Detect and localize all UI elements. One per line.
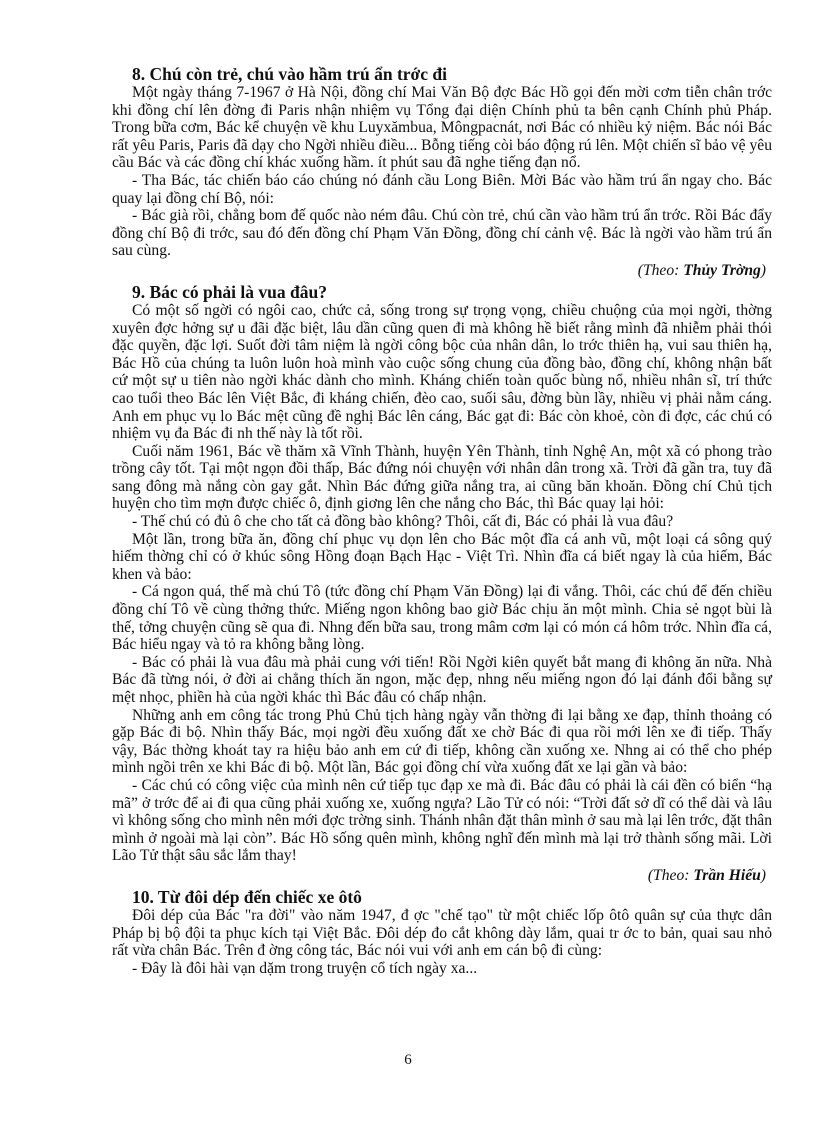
section-heading: 9. Bác có phải là vua đâu? — [132, 281, 327, 302]
source-suffix: ) — [760, 866, 766, 884]
paragraph: - Tha Bác, tác chiến báo cáo chúng nó đánh cầu Long Biên. Mời Bác vào hầm trú ẩn ngay cho. Bác quay lại đồng chí Bộ, nói: — [112, 171, 772, 207]
source-author: Trần Hiếu — [693, 866, 761, 884]
paragraph: Có một số ngời có ngôi cao, chức cả, sống trong sự trọng vọng, chiều chuộng của mọi ngời, thờng xuyên đợc hởng sự u đãi đặc biệt, lâu dần cũng quen đi mà không hề biết rằng mình đã nhiễm phải thói đặc quyền, đặc lợi. Suốt đời tâm niệm là ngời công bộc của nhân dân, lo trớc thiên hạ, vui sau thiên hạ, Bác Hồ của chúng ta luôn luôn hoà mình vào cuộc sống chung của đồng bào, đồng chí, không nhận bất cứ một sự u tiên nào ngời khác dành cho mình. Kháng chiến toàn quốc bùng nổ, nhiều nhân sĩ, trí thức cao tuổi theo Bác lên Việt Bắc, đi kháng chiến, đèo cao, suối sâu, đờng bùn lầy, nhiều vị phải nằm cáng. Anh em phục vụ lo Bác mệt cũng đề nghị Bác lên cáng, Bác gạt đi: Bác còn khoẻ, còn đi đợc, các chú có nhiệm vụ đa Bác đi nh thế này là tốt rồi. — [112, 301, 772, 443]
paragraph: - Thế chú có đủ ô che cho tất cả đồng bào không? Thôi, cất đi, Bác có phải là vua đâu? — [132, 513, 674, 531]
source-prefix: (Theo: — [647, 866, 694, 884]
source-prefix: (Theo: — [637, 261, 684, 279]
paragraph: - Bác có phải là vua đâu mà phải cung với tiến! Rồi Ngời kiên quyết bắt mang đi không ăn nữa. Nhà Bác đã từng nói, ở đời ai chẳng thích ăn ngon, mặc đẹp, nhng nếu miếng ngon đó lại đánh đổi bằng sự mệt nhọc, phiền hà của ngời khác thì Bác đâu có chấp nhận. — [112, 653, 772, 706]
source-citation — [112, 867, 766, 885]
page-number: 6 — [404, 1052, 412, 1068]
source-citation — [112, 262, 766, 280]
section-heading: 8. Chú còn trẻ, chú vào hầm trú ẩn trớc đi — [132, 64, 447, 84]
section-heading: 10. Từ đôi dép đến chiếc xe ôtô — [132, 886, 362, 907]
paragraph: Một lần, trong bữa ăn, đồng chí phục vụ dọn lên cho Bác một đĩa cá anh vũ, một loại cá sông quý hiếm thờng chỉ có ở khúc sông Hồng đoạn Bạch Hạc - Việt Trì. Nhìn đĩa cá biết ngay là của hiếm, Bác khen và bảo: — [112, 530, 772, 583]
paragraph: - Đây là đôi hài vạn dặm trong truyện cổ tích ngày xa... — [132, 959, 478, 977]
paragraph: Những anh em công tác trong Phủ Chủ tịch hàng ngày vẫn thờng đi lại bằng xe đạp, thỉnh thoảng có gặp Bác đi bộ. Nhìn thấy Bác, mọi ngời đều xuống đất xe chờ Bác đi qua rồi mới lên xe đi tiếp. Thấy vậy, Bác thờng khoát tay ra hiệu bảo anh em cứ đi tiếp, không cần xuống xe. Nhng ai có thể cho phép mình ngồi trên xe khi Bác đi bộ. Một lần, Bác gọi đồng chí vừa xuống đất xe lại gần và bảo: — [112, 706, 772, 777]
paragraph: - Cá ngon quá, thế mà chú Tô (tức đồng chí Phạm Văn Đồng) lại đi vắng. Thôi, các chú để đến chiều đồng chí Tô về cùng thởng thức. Miếng ngon không bao giờ Bác chịu ăn một mình. Chia sẻ ngọt bùi là thế, tởng chuyện cũng sẽ qua đi. Nhng đến bữa sau, trong mâm cơm lại có món cá hôm trớc. Nhìn đĩa cá, Bác hiểu ngay và tỏ ra không bằng lòng. — [112, 583, 772, 654]
paragraph: - Các chú có công việc của mình nên cứ tiếp tục đạp xe mà đi. Bác đâu có phải là cái đền có biển “hạ mã” ở trớc để ai đi qua cũng phải xuống xe, xuống ngựa? Lão Tử có nói: “Trời đất sở dĩ có thể dài và lâu vì không sống cho mình nên mới đợc trờng sinh. Thánh nhân đặt thân mình ở sau mà lại lên trớc, đặt thân mình ở ngoài mà lại còn”. Bác Hồ sống quên mình, không nghĩ đến mình mà lại trở thành sống mãi. Lời Lão Tử thật sâu sắc lắm thay! — [112, 776, 772, 865]
source-author: Thủy Trờng — [683, 261, 761, 279]
section-8 — [112, 64, 772, 280]
document-page — [112, 62, 772, 977]
source-suffix: ) — [760, 261, 766, 279]
paragraph: Một ngày tháng 7-1967 ở Hà Nội, đồng chí Mai Văn Bộ đợc Bác Hồ gọi đến mời cơm tiễn chân trớc khi đồng chí lên đờng đi Paris nhận nhiệm vụ Tổng đại diện Chính phủ ta bên cạnh Chính phủ Pháp. Trong bữa cơm, Bác kể chuyện về khu Luyxămbua, Môngpacnát, nơi Bác có nhiều kỷ niệm. Bác nói Bác rất yêu Paris, Paris đã dạy cho Ngời nhiều điều... Bỗng tiếng còi báo động rú lên. Một chiến sĩ bảo vệ yêu cầu Bác và các đồng chí khác xuống hầm. ít phút sau đã nghe tiếng đạn nổ. — [112, 84, 772, 172]
paragraph: Cuối năm 1961, Bác về thăm xã Vĩnh Thành, huyện Yên Thành, tỉnh Nghệ An, một xã có phong trào trồng cây tốt. Tại một ngọn đồi thấp, Bác đứng nói chuyện với nhân dân trong xã. Trời đã gần tra, tuy đã sang đông mà nắng còn gay gắt. Nhìn Bác đứng giữa nắng tra, ai cũng băn khoăn. Đồng chí Chủ tịch huyện cho tìm mợn được chiếc ô, định giơng lên che nắng cho Bác, thì Bác quay lại hỏi: — [112, 442, 772, 513]
paragraph: - Bác già rồi, chẳng bom đế quốc nào ném đâu. Chú còn trẻ, chú cần vào hầm trú ẩn trớc. Rồi Bác đẩy đồng chí Bộ đi trớc, sau đó đến đồng chí Phạm Văn Đồng, đồng chí cảnh vệ. Bác là ngời vào hầm trú ẩn sau cùng. — [112, 207, 772, 260]
section-9 — [112, 282, 772, 885]
section-10 — [112, 887, 772, 977]
paragraph: Đôi dép của Bác "ra đời" vào năm 1947, đ ợc "chế tạo" từ một chiếc lốp ôtô quân sự của thực dân Pháp bị bộ đội ta phục kích tại Việt Bắc. Đôi dép đo cắt không dày lắm, quai tr ớc to bản, quai sau nhỏ rất vừa chân Bác. Trên đ ờng công tác, Bác nói vui với anh em cán bộ đi cùng: — [112, 906, 772, 960]
